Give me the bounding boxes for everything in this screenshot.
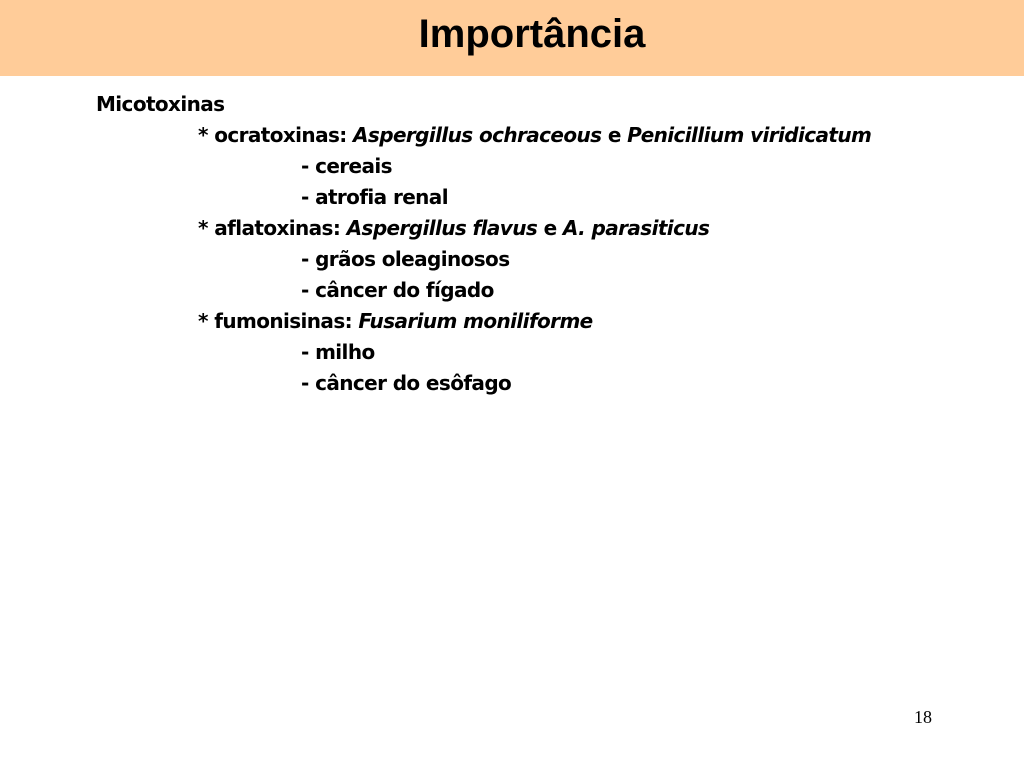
fumonisinas-species-1: Fusarium moniliforme (358, 309, 593, 333)
fumonisinas-item: - câncer do esôfago (301, 371, 512, 395)
title-bar (0, 0, 1024, 76)
heading-micotoxinas: Micotoxinas (96, 92, 225, 116)
fumonisinas-label: * fumonisinas: (198, 309, 359, 333)
aflatoxinas-item: - câncer do fígado (301, 278, 494, 302)
ocratoxinas-item: - cereais (301, 154, 392, 178)
slide-title: Importância (418, 12, 646, 56)
aflatoxinas-species-2: A. parasiticus (562, 216, 710, 240)
ocratoxinas-item: - atrofia renal (301, 185, 448, 209)
fumonisinas-item: - milho (301, 340, 375, 364)
ocratoxinas-label: * ocratoxinas: (198, 123, 354, 147)
ocratoxinas-line (198, 123, 871, 147)
aflatoxinas-species-1: Aspergillus flavus (346, 216, 538, 240)
fumonisinas-line (198, 309, 593, 333)
aflatoxinas-label: * aflatoxinas: (198, 216, 347, 240)
aflatoxinas-item: - grãos oleaginosos (301, 247, 510, 271)
page-number: 18 (914, 707, 932, 727)
ocratoxinas-species-1: Aspergillus ochraceous (353, 123, 602, 147)
ocratoxinas-species-2: Penicillium viridicatum (627, 123, 872, 147)
aflatoxinas-conjunction: e (537, 216, 563, 240)
ocratoxinas-conjunction: e (601, 123, 628, 147)
aflatoxinas-line (198, 216, 709, 240)
